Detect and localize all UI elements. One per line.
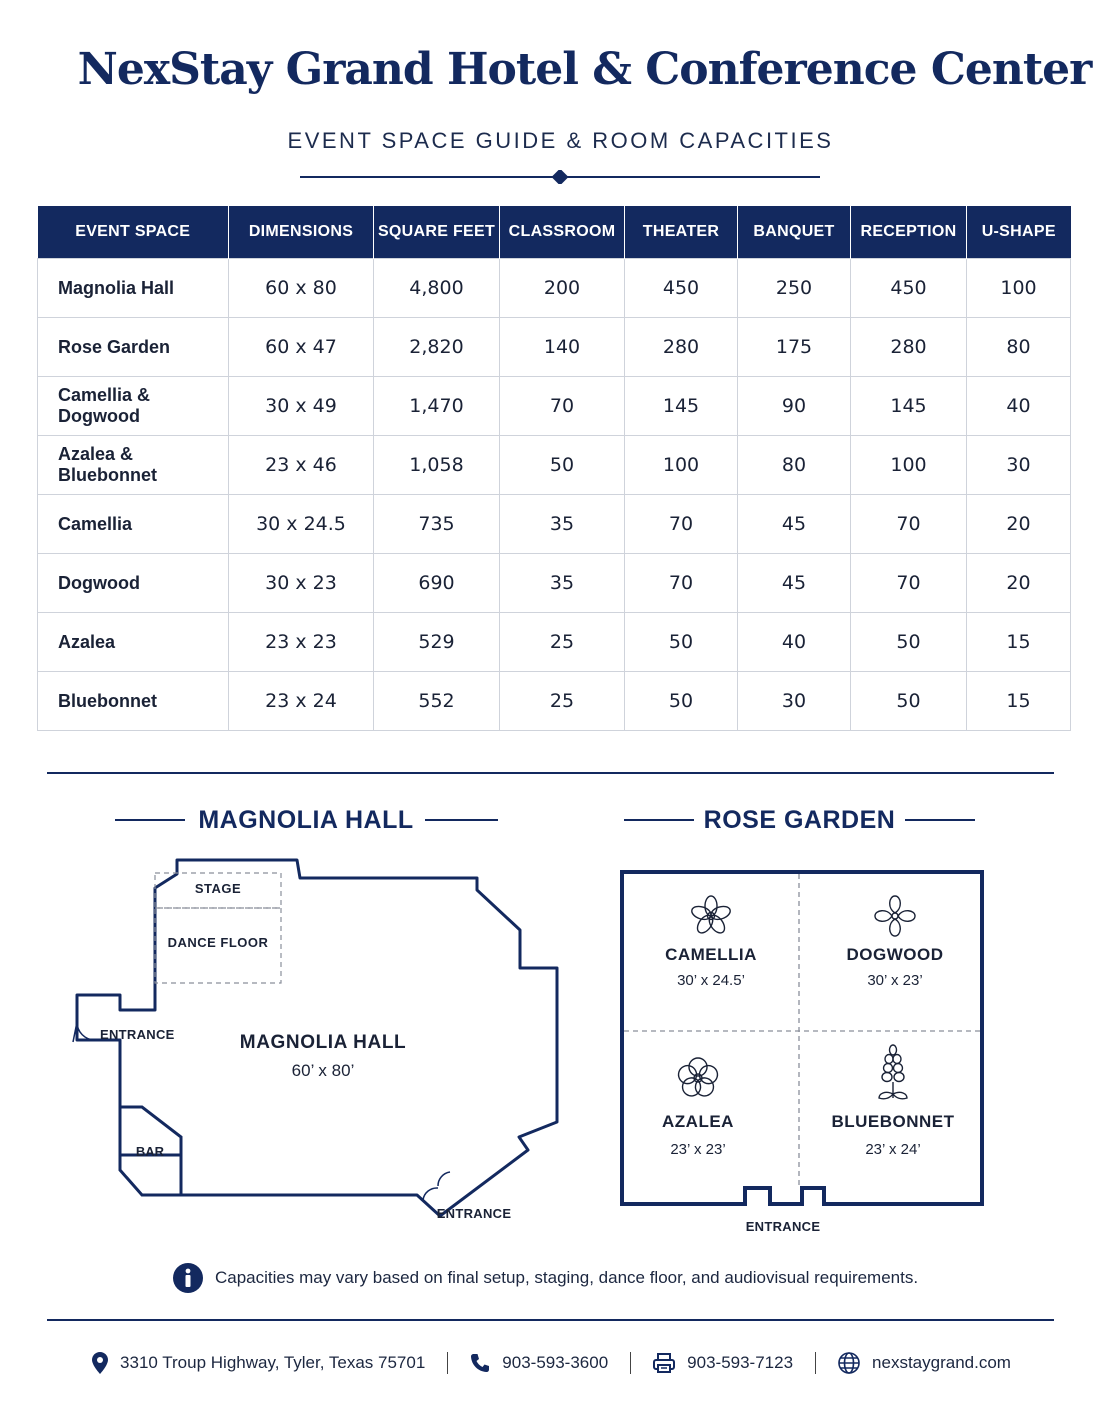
- table-cell: 50: [625, 672, 738, 731]
- table-row: [38, 672, 1071, 731]
- azalea-flower-icon: [676, 1058, 720, 1099]
- table-cell: 2,820: [374, 318, 500, 377]
- event-space-name: Magnolia Hall: [38, 259, 229, 318]
- camellia-flower-icon: [690, 896, 732, 936]
- magnolia-hall-floor-plan: [60, 850, 580, 1230]
- door-swing-icon: [77, 1022, 95, 1040]
- table-cell: 70: [851, 495, 967, 554]
- title-rule-right: [905, 819, 975, 821]
- table-cell: 70: [851, 554, 967, 613]
- table-cell: 70: [625, 495, 738, 554]
- table-cell: 50: [851, 613, 967, 672]
- room-name: CAMELLIA: [665, 945, 757, 964]
- table-cell: 552: [374, 672, 500, 731]
- table-cell: 25: [500, 613, 625, 672]
- table-cell: 140: [500, 318, 625, 377]
- globe-icon: [838, 1352, 860, 1374]
- room-dims: 23’ x 24’: [865, 1141, 921, 1158]
- table-cell: 1,058: [374, 436, 500, 495]
- column-header: BANQUET: [738, 206, 851, 259]
- section-divider: [47, 772, 1054, 774]
- page-title: NexStay Grand Hotel & Conference Center: [77, 44, 1092, 95]
- table-cell: 100: [967, 259, 1071, 318]
- table-cell: 690: [374, 554, 500, 613]
- note-text: Capacities may vary based on final setup, staging, dance floor, and audiovisual requirements.: [215, 1268, 919, 1287]
- column-header: RECEPTION: [851, 206, 967, 259]
- page-subtitle: EVENT SPACE GUIDE & ROOM CAPACITIES: [287, 128, 834, 153]
- footer-separator: [630, 1352, 631, 1374]
- event-space-name: Camellia: [38, 495, 229, 554]
- location-pin-icon: [92, 1352, 108, 1374]
- magnolia-room-name: MAGNOLIA HALL: [239, 1032, 407, 1053]
- table-cell: 200: [500, 259, 625, 318]
- event-space-name: Rose Garden: [38, 318, 229, 377]
- room-dims: 30’ x 23’: [867, 972, 923, 989]
- fax-icon: [653, 1353, 675, 1373]
- event-space-name: Dogwood: [38, 554, 229, 613]
- table-row: [38, 259, 1071, 318]
- website-link[interactable]: nexstaygrand.com: [872, 1353, 1011, 1372]
- table-cell: 100: [625, 436, 738, 495]
- phone-text: 903-593-3600: [502, 1353, 609, 1372]
- magnolia-hall-title: MAGNOLIA HALL: [198, 806, 414, 834]
- table-cell: 50: [625, 613, 738, 672]
- table-cell: 20: [967, 495, 1071, 554]
- table-cell: 4,800: [374, 259, 500, 318]
- table-cell: 30 x 24.5: [229, 495, 374, 554]
- title-rule-left: [624, 819, 694, 821]
- table-cell: 145: [851, 377, 967, 436]
- door-swing-icon: [423, 1188, 438, 1200]
- footer-separator: [447, 1352, 448, 1374]
- table-row: [38, 318, 1071, 377]
- table-cell: 50: [851, 672, 967, 731]
- column-header: CLASSROOM: [500, 206, 625, 259]
- table-row: [38, 613, 1071, 672]
- stage-label: STAGE: [194, 881, 242, 896]
- table-cell: 15: [967, 672, 1071, 731]
- bluebonnet-flower-icon: [879, 1045, 907, 1099]
- table-cell: 145: [625, 377, 738, 436]
- table-row: [38, 377, 1071, 436]
- table-header-row: [38, 206, 1071, 259]
- event-space-name: Azalea & Bluebonnet: [38, 436, 229, 495]
- table-cell: 25: [500, 672, 625, 731]
- footer-phone[interactable]: [470, 1353, 608, 1373]
- column-header: DIMENSIONS: [229, 206, 374, 259]
- fax-text: 903-593-7123: [687, 1353, 794, 1372]
- table-cell: 1,470: [374, 377, 500, 436]
- table-cell: 80: [738, 436, 851, 495]
- bar-label: BAR: [135, 1144, 165, 1159]
- table-row: [38, 436, 1071, 495]
- table-cell: 60 x 80: [229, 259, 374, 318]
- table-cell: 280: [851, 318, 967, 377]
- room-dims: 30’ x 24.5’: [677, 972, 745, 989]
- rose-entrance-label: ENTRANCE: [745, 1219, 821, 1234]
- rose-garden-title: ROSE GARDEN: [703, 806, 896, 834]
- magnolia-room-dims: 60’ x 80’: [291, 1061, 355, 1080]
- bottom-entrance-label: ENTRANCE: [436, 1206, 512, 1221]
- table-cell: 30: [738, 672, 851, 731]
- footer-website[interactable]: [838, 1352, 1011, 1374]
- table-cell: 30 x 49: [229, 377, 374, 436]
- table-cell: 20: [967, 554, 1071, 613]
- table-cell: 50: [500, 436, 625, 495]
- title-rule-left: [115, 819, 185, 821]
- phone-icon: [470, 1353, 490, 1373]
- table-cell: 735: [374, 495, 500, 554]
- table-cell: 23 x 46: [229, 436, 374, 495]
- event-space-name: Azalea: [38, 613, 229, 672]
- room-dims: 23’ x 23’: [670, 1141, 726, 1158]
- table-row: [38, 495, 1071, 554]
- title-rule-right: [425, 819, 498, 821]
- table-cell: 35: [500, 554, 625, 613]
- table-cell: 60 x 47: [229, 318, 374, 377]
- dogwood-flower-icon: [875, 896, 915, 936]
- title-divider: [300, 170, 820, 184]
- table-cell: 250: [738, 259, 851, 318]
- column-header: U-SHAPE: [967, 206, 1071, 259]
- event-space-name: Camellia & Dogwood: [38, 377, 229, 436]
- table-cell: 23 x 24: [229, 672, 374, 731]
- rose-garden-floor-plan: [610, 860, 1000, 1240]
- table-cell: 45: [738, 495, 851, 554]
- column-header: SQUARE FEET: [374, 206, 500, 259]
- table-cell: 30: [967, 436, 1071, 495]
- capacity-table: [37, 206, 1071, 731]
- left-entrance-label: ENTRANCE: [100, 1027, 175, 1042]
- room-name: AZALEA: [662, 1112, 734, 1131]
- footer-address: [92, 1352, 425, 1374]
- table-cell: 30 x 23: [229, 554, 374, 613]
- info-icon: [173, 1263, 203, 1293]
- table-cell: 100: [851, 436, 967, 495]
- table-cell: 40: [738, 613, 851, 672]
- table-cell: 23 x 23: [229, 613, 374, 672]
- table-row: [38, 554, 1071, 613]
- column-header: THEATER: [625, 206, 738, 259]
- address-text: 3310 Troup Highway, Tyler, Texas 75701: [120, 1353, 426, 1372]
- table-cell: 35: [500, 495, 625, 554]
- table-cell: 15: [967, 613, 1071, 672]
- capacity-note: [173, 1262, 918, 1294]
- event-space-name: Bluebonnet: [38, 672, 229, 731]
- table-cell: 70: [500, 377, 625, 436]
- table-cell: 90: [738, 377, 851, 436]
- room-name: DOGWOOD: [846, 945, 944, 964]
- table-cell: 529: [374, 613, 500, 672]
- room-name: BLUEBONNET: [831, 1112, 955, 1131]
- footer: [0, 1346, 1103, 1380]
- table-cell: 175: [738, 318, 851, 377]
- table-cell: 40: [967, 377, 1071, 436]
- table-cell: 450: [851, 259, 967, 318]
- table-cell: 80: [967, 318, 1071, 377]
- column-header: EVENT SPACE: [38, 206, 229, 259]
- dance-floor-label: DANCE FLOOR: [167, 935, 269, 950]
- table-cell: 280: [625, 318, 738, 377]
- table-cell: 45: [738, 554, 851, 613]
- table-cell: 70: [625, 554, 738, 613]
- footer-separator: [815, 1352, 816, 1374]
- footer-fax: [653, 1353, 793, 1373]
- footer-divider: [47, 1319, 1054, 1321]
- table-cell: 450: [625, 259, 738, 318]
